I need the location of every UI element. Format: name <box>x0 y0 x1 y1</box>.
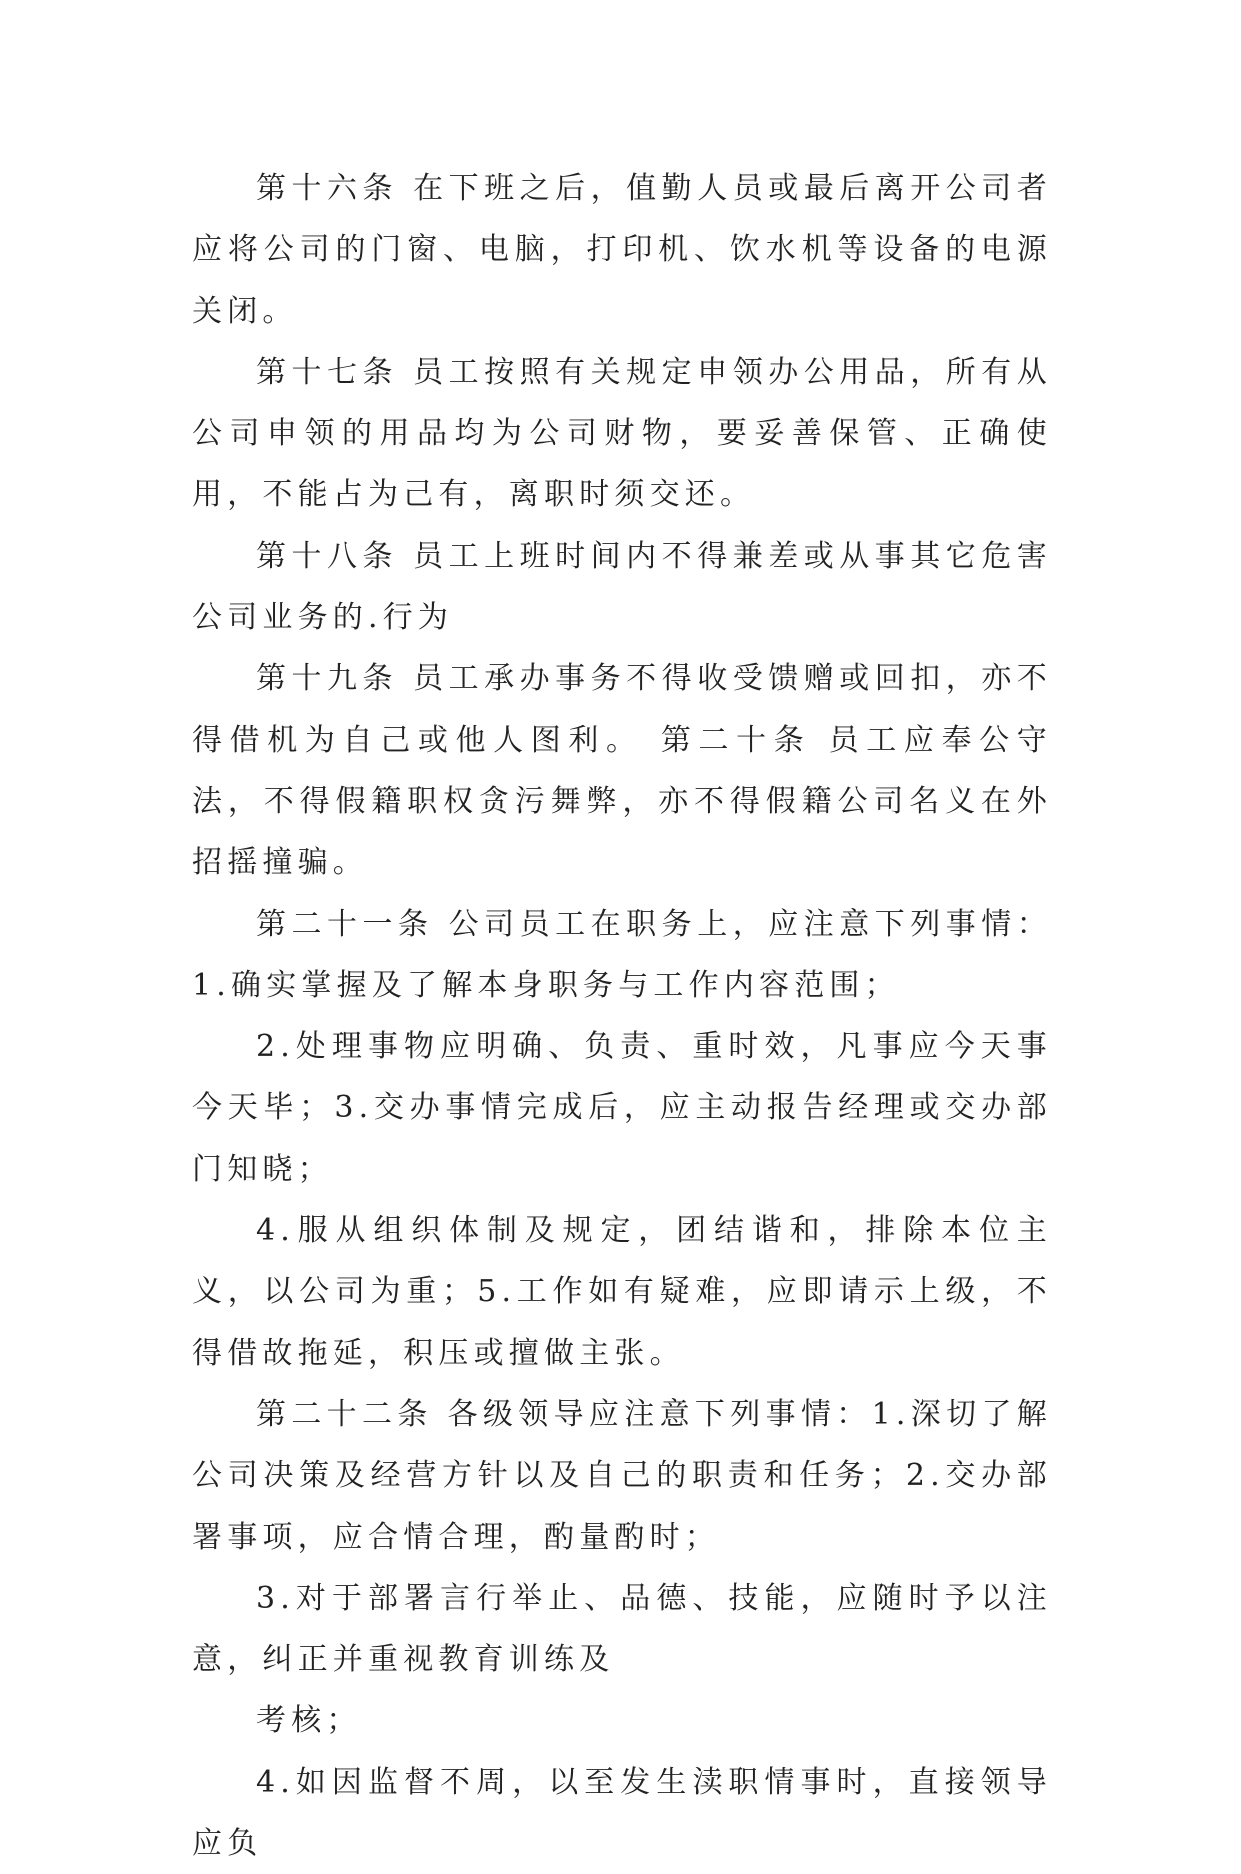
paragraph-article-21-items-4-5: 4.服从组织体制及规定，团结谐和，排除本位主义，以公司为重；5.工作如有疑难，应即请示上级，不得借故拖延，积压或擅做主张。 <box>192 1213 1052 1371</box>
paragraph-article-22-item-3-cont: 考核； <box>256 1703 362 1739</box>
paragraph-article-16: 第十六条 在下班之后，值勤人员或最后离开公司者应将公司的门窗、电脑，打印机、饮水机等设备的电源关闭。 <box>192 171 1052 329</box>
paragraph-article-22-item-4: 4.如因监督不周，以至发生渎职情事时，直接领导应负 <box>192 1764 1052 1862</box>
paragraph-article-18: 第十八条 员工上班时间内不得兼差或从事其它危害公司业务的.行为 <box>192 538 1052 636</box>
paragraph-article-21: 第二十一条 公司员工在职务上，应注意下列事情：1.确实掌握及了解本身职务与工作内容范围； <box>192 906 1052 1003</box>
paragraph-article-22: 第二十二条 各级领导应注意下列事情：1.深切了解公司决策及经营方针以及自己的职责和任务；2.交办部署事项，应合情合理，酌量酌时； <box>192 1396 1052 1555</box>
document-body <box>192 158 1052 1874</box>
paragraph-article-19-20: 第十九条 员工承办事务不得收受馈赠或回扣，亦不得借机为自己或他人图利。 第二十条 员工应奉公守法，不得假籍职权贪污舞弊，亦不得假籍公司名义在外招摇撞骗。 <box>192 661 1052 881</box>
paragraph-article-21-items-2-3: 2.处理事物应明确、负责、重时效，凡事应今天事今天毕；3.交办事情完成后，应主动报告经理或交办部门知晓； <box>192 1029 1052 1187</box>
paragraph-article-22-item-3: 3.对于部署言行举止、品德、技能，应随时予以注意，纠正并重视教育训练及 <box>192 1580 1052 1678</box>
paragraph-article-17: 第十七条 员工按照有关规定申领办公用品，所有从公司申领的用品均为公司财物，要妥善保管、正确使用，不能占为己有，离职时须交还。 <box>192 354 1052 513</box>
